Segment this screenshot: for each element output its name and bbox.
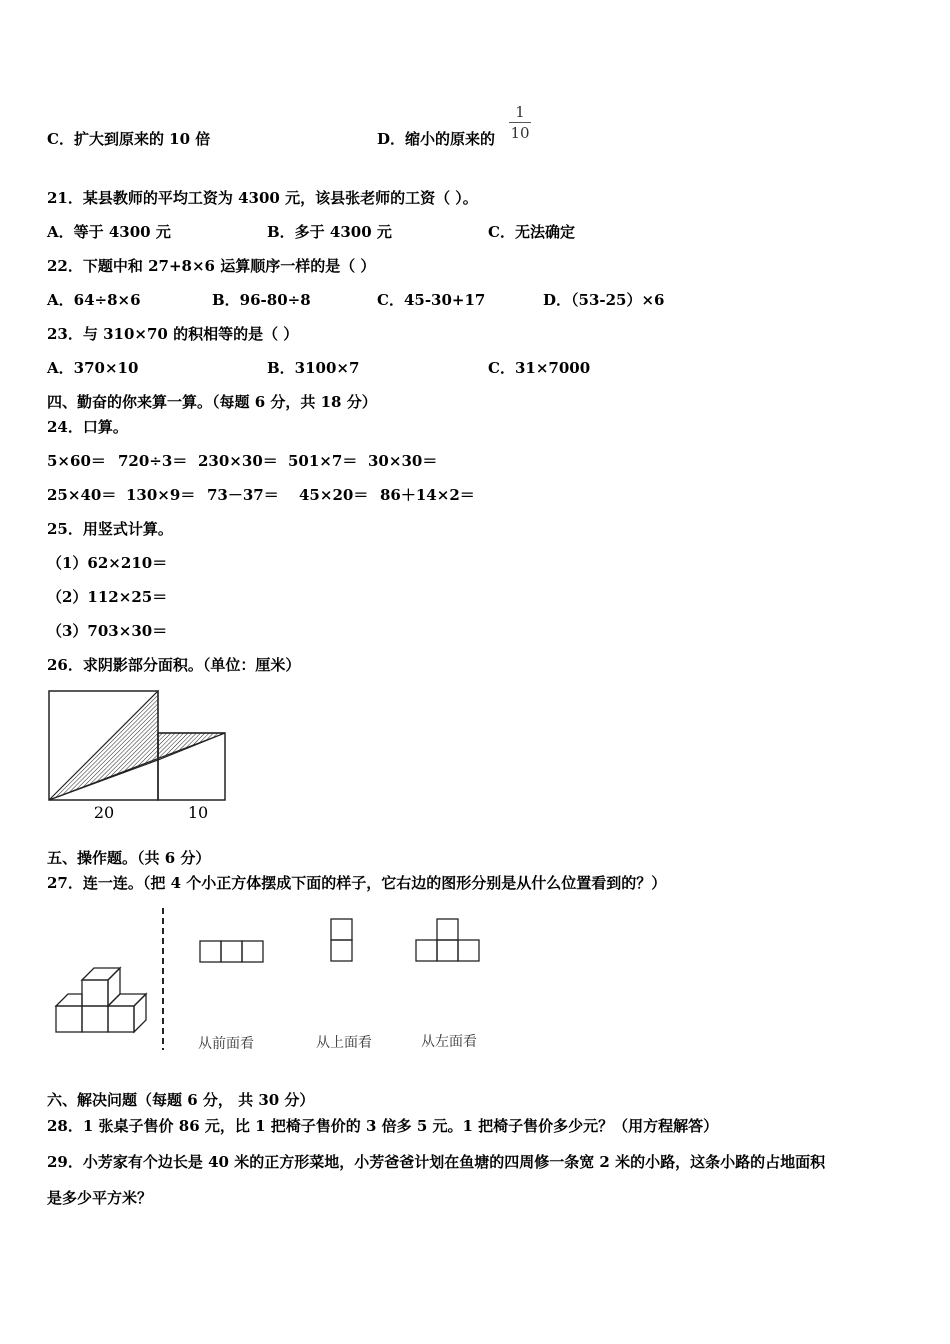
- fraction-denominator: 10: [510, 124, 530, 142]
- section-6-title: 六、解决问题（每题 6 分， 共 30 分）: [47, 1091, 315, 1109]
- q27-stem: 27．连一连。（把 4 个小正方体摆成下面的样子，它右边的图形分别是从什么位置看到的？）: [47, 874, 667, 892]
- top-view-shape: [331, 919, 352, 961]
- q25-stem: 25．用竖式计算。: [47, 520, 173, 538]
- q24-row1-item4: 501×7＝: [288, 452, 358, 470]
- label-left-view: 从左面看: [421, 1034, 477, 1050]
- q29-line-2: 是多少平方米？: [47, 1189, 153, 1207]
- q23-option-a: A．370×10: [47, 359, 139, 377]
- label-front-view: 从前面看: [198, 1036, 254, 1052]
- q21-option-a: A．等于 4300 元: [47, 223, 171, 241]
- q20-option-d: D．缩小的原来的: [377, 130, 496, 148]
- q23-stem: 23．与 310×70 的积相等的是（ ）: [47, 325, 299, 343]
- q22-option-b: B．96-80÷8: [212, 291, 311, 309]
- q24-row1-item3: 230×30＝: [198, 452, 278, 470]
- q24-row2-item1: 25×40＝: [47, 486, 117, 504]
- q25-item-1: （1）62×210＝: [47, 554, 168, 572]
- q20-option-c: C．扩大到原来的 10 倍: [47, 130, 211, 148]
- q21-option-b: B．多于 4300 元: [267, 223, 392, 241]
- q24-row2-item4: 45×20＝: [299, 486, 369, 504]
- q25-item-3: （3）703×30＝: [47, 622, 168, 640]
- q23-option-b: B．3100×7: [267, 359, 360, 377]
- cube-stack: [56, 968, 146, 1032]
- q21-option-c: C．无法确定: [488, 223, 575, 241]
- front-view-shape: [200, 941, 263, 962]
- q22-option-c: C．45-30+17: [377, 291, 486, 309]
- label-20: 20: [93, 803, 115, 822]
- q24-row2-item3: 73－37＝: [207, 486, 279, 504]
- q22-option-a: A．64÷8×6: [47, 291, 141, 309]
- label-top-view: 从上面看: [316, 1035, 372, 1051]
- section-4-title: 四、勤奋的你来算一算。（每题 6 分，共 18 分）: [47, 393, 377, 411]
- q24-row2-item5: 86＋14×2＝: [380, 486, 475, 504]
- left-view-shape: [416, 919, 479, 961]
- q24-row1-item2: 720÷3＝: [118, 452, 188, 470]
- q24-row2-item2: 130×9＝: [126, 486, 196, 504]
- q21-stem: 21．某县教师的平均工资为 4300 元，该县张老师的工资（ ）。: [47, 189, 478, 207]
- q23-option-c: C．31×7000: [488, 359, 591, 377]
- q24-row1-item5: 30×30＝: [368, 452, 438, 470]
- q25-item-2: （2）112×25＝: [47, 588, 168, 606]
- fraction-numerator: 1: [515, 103, 525, 121]
- q28-stem: 28．1 张桌子售价 86 元，比 1 把椅子售价的 3 倍多 5 元。1 把椅子售价多少元？（用方程解答）: [47, 1117, 719, 1135]
- q22-option-d: D．（53-25）×6: [543, 291, 665, 309]
- q26-stem: 26．求阴影部分面积。（单位：厘米）: [47, 656, 301, 674]
- q24-stem: 24．口算。: [47, 418, 128, 436]
- q24-row1-item1: 5×60＝: [47, 452, 106, 470]
- section-5-title: 五、操作题。（共 6 分）: [47, 849, 211, 867]
- q22-stem: 22．下题中和 27+8×6 运算顺序一样的是（ ）: [47, 257, 376, 275]
- label-10: 10: [187, 803, 209, 822]
- q29-line-1: 29．小芳家有个边长是 40 米的正方形菜地，小芳爸爸计划在鱼塘的四周修一条宽 2 米的小路，这条小路的占地面积: [47, 1153, 826, 1171]
